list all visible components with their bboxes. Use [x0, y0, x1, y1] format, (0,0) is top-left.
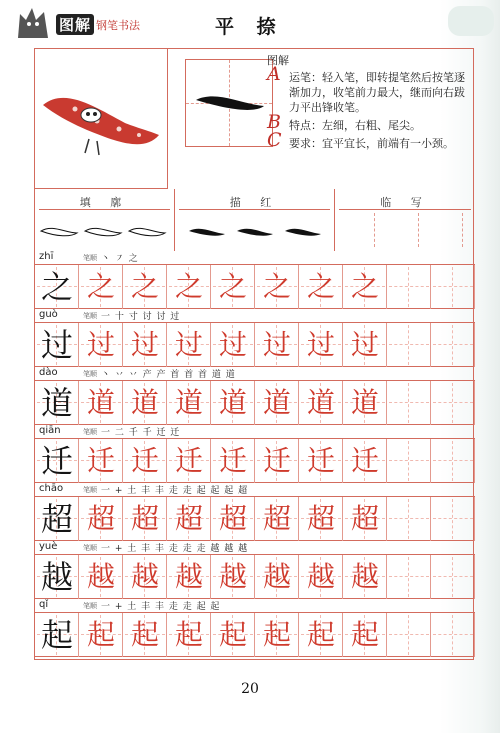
trace-character: 迁: [174, 444, 203, 477]
trace-character: 起: [218, 618, 247, 651]
trace-character: 道: [262, 386, 291, 419]
trace-character: 迁: [86, 444, 115, 477]
practice-grid: [35, 265, 475, 309]
trace-character: 迁: [218, 444, 247, 477]
note-item: [267, 111, 472, 133]
trace-character: 起: [130, 618, 159, 651]
trace-character: 超: [306, 502, 335, 535]
brush-stroke-illustration-icon: [35, 49, 168, 189]
stroke-order-sequence: 丶 丷 丷 产 产 首 首 首 道 道: [101, 370, 236, 380]
section-fill-outline: [35, 189, 175, 251]
trace-character: 起: [174, 618, 203, 651]
note-text: 宜平宜长，前端有一小颈。: [322, 137, 454, 150]
section-title: 临 写: [380, 196, 430, 209]
stroke-order-sequence: 一 + 土 丰 丰 走 走 起 起 起 超: [101, 486, 249, 496]
note-letter: B: [267, 111, 281, 133]
trace-character: 过: [218, 328, 247, 361]
grid-cell[interactable]: [431, 439, 475, 483]
model-character: 起: [40, 616, 73, 654]
pinyin: dào: [39, 367, 58, 378]
grid-cell[interactable]: [431, 381, 475, 425]
section-copy: [335, 189, 475, 251]
pinyin: chāo: [39, 483, 64, 494]
outline-strokes-icon: [35, 211, 175, 249]
trace-character: 越: [86, 560, 115, 593]
pinyin: zhī: [39, 251, 54, 262]
trace-character: 越: [306, 560, 335, 593]
section-title: 填 廓: [79, 196, 130, 209]
notes-heading: 图解: [267, 54, 289, 67]
flat-pie-stroke-icon: [186, 60, 274, 148]
section-title: 描 红: [229, 196, 280, 209]
stroke-illustration: [35, 49, 168, 189]
stroke-order-sequence: 一 十 寸 讨 讨 过: [101, 312, 181, 322]
book-title: 钢笔书法: [96, 19, 140, 32]
trace-character: 超: [130, 502, 159, 535]
trace-character: 道: [218, 386, 247, 419]
cat-mascot-icon: [14, 2, 52, 40]
grid-cell[interactable]: [431, 497, 475, 541]
trace-character: 道: [174, 386, 203, 419]
trace-character: 之: [86, 270, 115, 303]
trace-character: 超: [350, 502, 379, 535]
note-letter: C: [267, 129, 282, 151]
page-header: [0, 0, 500, 42]
stroke-order-sequence: 一 + 土 丰 丰 走 走 走 越 越 越: [101, 544, 249, 554]
trace-character: 越: [350, 560, 379, 593]
character-row: [35, 599, 475, 657]
stroke-order-label: 笔顺: [83, 370, 97, 378]
note-label: 要求：: [289, 137, 322, 150]
trace-character: 迁: [130, 444, 159, 477]
trace-character: 超: [218, 502, 247, 535]
grid-cell[interactable]: [387, 439, 431, 483]
stroke-order-label: 笔顺: [83, 428, 97, 436]
practice-grid: [35, 323, 475, 367]
trace-character: 迁: [262, 444, 291, 477]
grid-cell[interactable]: [387, 555, 431, 599]
trace-character: 之: [218, 270, 247, 303]
stroke-order-label: 笔顺: [83, 254, 97, 262]
trace-character: 过: [262, 328, 291, 361]
practice-grid: [35, 439, 475, 483]
trace-character: 越: [262, 560, 291, 593]
pinyin: qiān: [39, 425, 61, 436]
character-row: [35, 425, 475, 483]
practice-grid: [35, 555, 475, 599]
pinyin: guò: [39, 309, 58, 320]
trace-character: 之: [174, 270, 203, 303]
practice-grid: [35, 613, 475, 657]
grid-cell[interactable]: [387, 323, 431, 367]
stroke-order-label: 笔顺: [83, 544, 97, 552]
grid-cell[interactable]: [431, 265, 475, 309]
trace-character: 道: [86, 386, 115, 419]
note-text: 轻入笔，即转提笔然后按笔逐渐加力，收笔前力最大，继而向右跋力平出锋收笔。: [289, 71, 465, 114]
trace-character: 过: [130, 328, 159, 361]
trace-character: 起: [350, 618, 379, 651]
pinyin: qǐ: [39, 599, 49, 610]
trace-character: 越: [174, 560, 203, 593]
trace-character: 起: [262, 618, 291, 651]
trace-character: 道: [306, 386, 335, 419]
trace-character: 迁: [306, 444, 335, 477]
note-label: 运笔：: [289, 71, 322, 84]
trace-character: 之: [350, 270, 379, 303]
trace-character: 之: [262, 270, 291, 303]
trace-character: 过: [350, 328, 379, 361]
model-character: 之: [40, 268, 73, 306]
trace-character: 超: [86, 502, 115, 535]
trace-character: 过: [86, 328, 115, 361]
stroke-order-label: 笔顺: [83, 602, 97, 610]
series-logo: 图解: [56, 14, 94, 35]
character-row: [35, 541, 475, 599]
note-item: [267, 63, 472, 115]
grid-cell[interactable]: [431, 613, 475, 657]
trace-character: 之: [130, 270, 159, 303]
trace-character: 起: [306, 618, 335, 651]
note-item: [267, 129, 472, 151]
trace-character: 起: [86, 618, 115, 651]
trace-character: 道: [130, 386, 159, 419]
lesson-title: 平 捺: [215, 16, 284, 38]
trace-strokes-icon: [175, 211, 335, 249]
character-row: [35, 483, 475, 541]
trace-character: 迁: [350, 444, 379, 477]
stroke-order-sequence: 丶 ㇇ 之: [101, 254, 139, 264]
stroke-example-box: [185, 59, 273, 147]
section-trace-red: [175, 189, 335, 251]
stroke-order-label: 笔顺: [83, 486, 97, 494]
trace-character: 超: [262, 502, 291, 535]
model-character: 越: [40, 558, 73, 596]
page-number: 20: [241, 681, 259, 697]
note-text: 左细，右粗、尾尖。: [322, 119, 421, 132]
stroke-order-label: 笔顺: [83, 312, 97, 320]
edge-decoration: [448, 6, 494, 36]
model-character: 过: [40, 326, 73, 364]
grid-cell[interactable]: [387, 265, 431, 309]
model-character: 超: [40, 500, 73, 538]
character-row: [35, 367, 475, 425]
grid-cell[interactable]: [431, 323, 475, 367]
practice-sections: [35, 189, 475, 251]
stroke-order-sequence: 一 + 土 丰 丰 走 走 起 起: [101, 602, 221, 612]
trace-character: 越: [130, 560, 159, 593]
stroke-notes: [267, 53, 472, 154]
model-character: 道: [40, 384, 73, 422]
practice-grid: [35, 381, 475, 425]
character-row: [35, 251, 475, 309]
grid-cell[interactable]: [387, 497, 431, 541]
trace-character: 过: [174, 328, 203, 361]
practice-frame: [34, 48, 474, 660]
note-letter: A: [267, 63, 281, 85]
grid-cell[interactable]: [431, 555, 475, 599]
pinyin: yuè: [39, 541, 58, 552]
practice-grid: [35, 497, 475, 541]
trace-character: 道: [350, 386, 379, 419]
grid-cell[interactable]: [387, 381, 431, 425]
trace-character: 之: [306, 270, 335, 303]
model-character: 迁: [40, 442, 73, 480]
grid-cell[interactable]: [387, 613, 431, 657]
note-label: 特点：: [289, 119, 322, 132]
trace-character: 超: [174, 502, 203, 535]
stroke-order-sequence: 一 二 千 千 迁 迁: [101, 428, 181, 438]
trace-character: 过: [306, 328, 335, 361]
character-row: [35, 309, 475, 367]
trace-character: 越: [218, 560, 247, 593]
